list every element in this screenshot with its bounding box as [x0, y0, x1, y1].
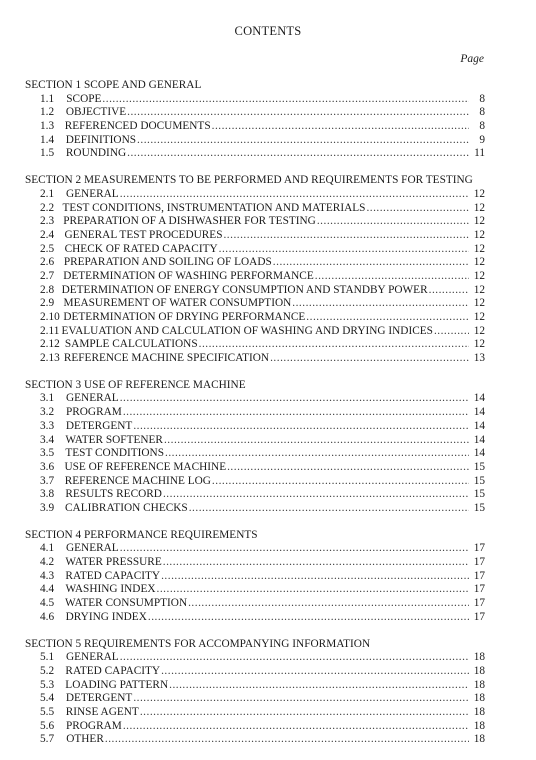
entry-number: 4.2 — [40, 556, 55, 569]
entry-label: TEST CONDITIONS, INSTRUMENTATION AND MATERIALS — [62, 201, 366, 214]
section-heading-text — [25, 79, 201, 93]
toc-section — [25, 529, 485, 625]
dot-leader — [127, 147, 469, 161]
entry-page-number: 17 — [473, 610, 485, 623]
toc-entry[interactable] — [25, 420, 485, 434]
entry-label: GENERAL TEST PROCEDURES — [64, 228, 223, 241]
entry-number: 2.13 — [40, 352, 60, 365]
entry-number: 5.4 — [40, 692, 55, 705]
toc-entry[interactable] — [25, 215, 485, 229]
dot-leader — [120, 188, 469, 202]
dot-leader — [123, 406, 469, 420]
dot-leader — [434, 325, 469, 339]
toc-entry[interactable] — [25, 556, 485, 570]
dot-leader — [317, 215, 469, 229]
entry-label: GENERAL — [66, 651, 119, 664]
dot-leader — [105, 733, 469, 747]
dot-leader — [169, 679, 469, 693]
entry-page-number: 17 — [473, 583, 485, 596]
entry-number: 2.4 — [40, 228, 55, 241]
dot-leader — [189, 502, 469, 516]
toc-entry[interactable] — [25, 406, 485, 420]
entry-page-number: 12 — [473, 311, 485, 324]
entry-page-number: 12 — [473, 283, 485, 296]
dot-leader — [164, 434, 469, 448]
entry-number: 3.2 — [40, 406, 55, 419]
entry-number: 1.3 — [40, 120, 55, 133]
dot-leader — [161, 570, 469, 584]
toc-entry[interactable] — [25, 733, 485, 747]
entry-label: MEASUREMENT OF WATER CONSUMPTION — [63, 297, 292, 310]
entry-number: 2.11 — [40, 324, 60, 337]
section-heading[interactable] — [25, 79, 485, 93]
entry-label: DETERGENT — [65, 419, 133, 432]
entry-label: REFERENCE MACHINE LOG — [64, 474, 211, 487]
entry-number: 5.6 — [40, 719, 55, 732]
section-title: USE OF REFERENCE MACHINE — [84, 378, 246, 391]
entry-label: SCOPE — [66, 92, 102, 105]
table-of-contents — [25, 79, 485, 760]
entry-label: REFERENCED DOCUMENTS — [64, 120, 211, 133]
dot-leader — [315, 270, 469, 284]
entry-number: 1.5 — [40, 147, 55, 160]
entry-page-number: 18 — [473, 664, 485, 677]
toc-entry[interactable] — [25, 106, 485, 120]
dot-leader — [219, 243, 469, 257]
entry-page-number: 12 — [473, 228, 485, 241]
dot-leader — [188, 597, 469, 611]
toc-section — [25, 174, 485, 366]
toc-entry[interactable] — [25, 720, 485, 734]
toc-entry[interactable] — [25, 488, 485, 502]
entry-page-number: 12 — [473, 256, 485, 269]
entry-label: LOADING PATTERN — [65, 678, 169, 691]
entry-page-number: 12 — [473, 269, 485, 282]
section-title: PERFORMANCE REQUIREMENTS — [84, 528, 258, 541]
entry-label: RATED CAPACITY — [65, 569, 161, 582]
section-title: MEASUREMENTS TO BE PERFORMED AND REQUIREMENTS FOR TESTING — [84, 174, 473, 187]
entry-number: 3.7 — [40, 474, 55, 487]
entry-page-number: 12 — [473, 242, 485, 255]
toc-entry[interactable] — [25, 93, 485, 107]
toc-entry[interactable] — [25, 338, 485, 352]
toc-entry[interactable] — [25, 297, 485, 311]
entry-label: PROGRAM — [65, 719, 122, 732]
entry-number: 2.10 — [40, 311, 60, 324]
entry-number: 2.7 — [40, 269, 55, 282]
entry-number: 3.5 — [40, 447, 55, 460]
section-number: SECTION 2 — [25, 174, 82, 187]
entry-label: DRYING INDEX — [65, 610, 147, 623]
dot-leader — [127, 106, 469, 120]
entry-number: 1.2 — [40, 106, 55, 119]
entry-page-number: 12 — [473, 187, 485, 200]
dot-leader — [429, 284, 469, 298]
toc-section — [25, 638, 485, 748]
entry-label: RINSE AGENT — [65, 705, 139, 718]
entry-number: 3.8 — [40, 488, 55, 501]
entry-number: 1.4 — [40, 133, 55, 146]
toc-entry[interactable] — [25, 597, 485, 611]
entry-label: REFERENCE MACHINE SPECIFICATION — [63, 352, 270, 365]
toc-entry[interactable] — [25, 611, 485, 625]
entry-number: 2.1 — [40, 187, 55, 200]
entry-number: 5.2 — [40, 664, 55, 677]
toc-entry[interactable] — [25, 461, 485, 475]
toc-entry[interactable] — [25, 311, 485, 325]
entry-page-number: 17 — [473, 597, 485, 610]
section-heading-text — [25, 529, 258, 543]
dot-leader — [199, 338, 469, 352]
toc-entry[interactable] — [25, 284, 485, 298]
entry-label: TEST CONDITIONS — [65, 447, 164, 460]
entry-page-number: 18 — [473, 719, 485, 732]
section-title: REQUIREMENTS FOR ACCOMPANYING INFORMATION — [84, 637, 371, 650]
entry-label: GENERAL — [66, 542, 119, 555]
section-heading[interactable] — [25, 638, 485, 652]
entry-page-number: 18 — [473, 733, 485, 746]
entry-page-number: 9 — [479, 133, 485, 146]
entry-number: 4.3 — [40, 569, 55, 582]
entry-page-number: 8 — [479, 106, 485, 119]
entry-page-number: 17 — [473, 542, 485, 555]
entry-number: 2.2 — [40, 201, 55, 214]
dot-leader — [306, 311, 469, 325]
toc-entry[interactable] — [25, 147, 485, 161]
entry-label: GENERAL — [66, 187, 119, 200]
entry-number: 5.3 — [40, 678, 55, 691]
entry-number: 5.5 — [40, 705, 55, 718]
entry-label: OBJECTIVE — [65, 106, 127, 119]
dot-leader — [270, 352, 469, 366]
entry-number: 1.1 — [40, 92, 55, 105]
entry-page-number: 18 — [473, 678, 485, 691]
section-heading[interactable] — [25, 529, 485, 543]
entry-page-number: 8 — [479, 120, 485, 133]
section-number: SECTION 3 — [25, 378, 82, 391]
section-heading-text — [25, 379, 246, 393]
dot-leader — [273, 256, 469, 270]
toc-entry[interactable] — [25, 352, 485, 366]
entry-page-number: 12 — [473, 338, 485, 351]
entry-number: 2.12 — [40, 338, 60, 351]
dot-leader — [120, 651, 469, 665]
dot-leader — [223, 229, 469, 243]
toc-entry[interactable] — [25, 651, 485, 665]
entry-number: 2.3 — [40, 215, 55, 228]
section-heading[interactable] — [25, 174, 485, 188]
entry-label: WATER SOFTENER — [65, 433, 163, 446]
toc-entry[interactable] — [25, 447, 485, 461]
entry-page-number: 12 — [473, 201, 485, 214]
entry-page-number: 14 — [473, 447, 485, 460]
toc-entry[interactable] — [25, 325, 485, 339]
entry-label: RESULTS RECORD — [65, 488, 162, 501]
entry-label: DETERMINATION OF WASHING PERFORMANCE — [63, 269, 314, 282]
dot-leader — [120, 542, 469, 556]
entry-page-number: 18 — [473, 651, 485, 664]
entry-page-number: 18 — [473, 692, 485, 705]
entry-number: 5.7 — [40, 733, 55, 746]
entry-page-number: 15 — [473, 460, 485, 473]
entry-number: 4.4 — [40, 583, 55, 596]
entry-page-number: 14 — [473, 392, 485, 405]
entry-page-number: 14 — [473, 433, 485, 446]
toc-entry[interactable] — [25, 434, 485, 448]
entry-number: 3.1 — [40, 392, 55, 405]
entry-page-number: 13 — [473, 352, 485, 365]
page-column-label: Page — [460, 53, 484, 65]
entry-number: 4.1 — [40, 542, 55, 555]
dot-leader — [148, 611, 469, 625]
entry-page-number: 12 — [473, 215, 485, 228]
entry-label: SAMPLE CALCULATIONS — [64, 338, 198, 351]
entry-number: 3.3 — [40, 419, 55, 432]
dot-leader — [120, 392, 469, 406]
entry-number: 2.5 — [40, 242, 55, 255]
toc-entry[interactable] — [25, 256, 485, 270]
dot-leader — [157, 583, 469, 597]
entry-page-number: 14 — [473, 419, 485, 432]
dot-leader — [227, 461, 469, 475]
section-number: SECTION 5 — [25, 637, 82, 650]
toc-entry[interactable] — [25, 542, 485, 556]
entry-label: DETERMINATION OF DRYING PERFORMANCE — [63, 311, 306, 324]
toc-entry[interactable] — [25, 188, 485, 202]
entry-page-number: 15 — [473, 488, 485, 501]
toc-entry[interactable] — [25, 570, 485, 584]
dot-leader — [102, 93, 469, 107]
entry-page-number: 17 — [473, 569, 485, 582]
entry-label: DETERMINATION OF ENERGY CONSUMPTION AND STANDBY POWER — [61, 283, 428, 296]
dot-leader — [123, 720, 469, 734]
dot-leader — [212, 475, 469, 489]
entry-label: GENERAL — [66, 392, 119, 405]
entry-label: CALIBRATION CHECKS — [65, 501, 188, 514]
entry-page-number: 12 — [473, 297, 485, 310]
entry-number: 2.8 — [40, 283, 55, 296]
entry-page-number: 14 — [473, 406, 485, 419]
toc-entry[interactable] — [25, 692, 485, 706]
entry-label: RATED CAPACITY — [65, 664, 161, 677]
toc-section — [25, 79, 485, 161]
entry-number: 4.5 — [40, 597, 55, 610]
toc-entry[interactable] — [25, 202, 485, 216]
toc-entry[interactable] — [25, 706, 485, 720]
entry-label: OTHER — [66, 733, 104, 746]
section-title: SCOPE AND GENERAL — [84, 79, 202, 91]
entry-page-number: 15 — [473, 474, 485, 487]
dot-leader — [366, 202, 469, 216]
entry-label: EVALUATION AND CALCULATION OF WASHING AND DRYING INDICES — [61, 324, 433, 337]
entry-page-number: 17 — [473, 556, 485, 569]
toc-entry[interactable] — [25, 229, 485, 243]
toc-entry[interactable] — [25, 243, 485, 257]
entry-label: ROUNDING — [65, 147, 127, 160]
toc-entry[interactable] — [25, 134, 485, 148]
section-number: SECTION 1 — [25, 79, 82, 91]
dot-leader — [212, 120, 469, 134]
entry-label: CHECK OF RATED CAPACITY — [64, 242, 218, 255]
dot-leader — [161, 665, 469, 679]
entry-page-number: 11 — [474, 147, 485, 160]
toc-entry[interactable] — [25, 679, 485, 693]
entry-number: 2.9 — [40, 297, 55, 310]
entry-label: PROGRAM — [65, 406, 122, 419]
toc-section — [25, 379, 485, 516]
dot-leader — [137, 134, 469, 148]
toc-entry[interactable] — [25, 270, 485, 284]
entry-label: WATER CONSUMPTION — [65, 597, 188, 610]
dot-leader — [140, 706, 469, 720]
entry-page-number: 18 — [473, 705, 485, 718]
dot-leader — [292, 297, 469, 311]
entry-label: PREPARATION AND SOILING OF LOADS — [63, 256, 272, 269]
entry-number: 4.6 — [40, 610, 55, 623]
entry-label: DEFINITIONS — [65, 133, 137, 146]
dot-leader — [163, 488, 469, 502]
entry-number: 3.9 — [40, 501, 55, 514]
section-heading-text — [25, 638, 370, 652]
section-heading[interactable] — [25, 379, 485, 393]
toc-entry[interactable] — [25, 665, 485, 679]
dot-leader — [165, 447, 469, 461]
entry-number: 3.4 — [40, 433, 55, 446]
dot-leader — [133, 420, 469, 434]
entry-page-number: 8 — [479, 92, 485, 105]
entry-label: WASHING INDEX — [65, 583, 156, 596]
toc-entry[interactable] — [25, 475, 485, 489]
entry-number: 3.6 — [40, 460, 55, 473]
entry-page-number: 12 — [473, 324, 485, 337]
entry-label: PREPARATION OF A DISHWASHER FOR TESTING — [63, 215, 316, 228]
dot-leader — [133, 692, 469, 706]
toc-entry[interactable] — [25, 583, 485, 597]
entry-label: WATER PRESSURE — [65, 556, 162, 569]
entry-label: USE OF REFERENCE MACHINE — [64, 460, 227, 473]
toc-entry[interactable] — [25, 392, 485, 406]
entry-label: DETERGENT — [65, 692, 133, 705]
entry-number: 2.6 — [40, 256, 55, 269]
toc-entry[interactable] — [25, 502, 485, 516]
entry-page-number: 15 — [473, 501, 485, 514]
dot-leader — [163, 556, 469, 570]
section-heading-text — [25, 174, 473, 188]
page-title: CONTENTS — [234, 24, 302, 38]
section-number: SECTION 4 — [25, 528, 82, 541]
toc-entry[interactable] — [25, 120, 485, 134]
entry-number: 5.1 — [40, 651, 55, 664]
